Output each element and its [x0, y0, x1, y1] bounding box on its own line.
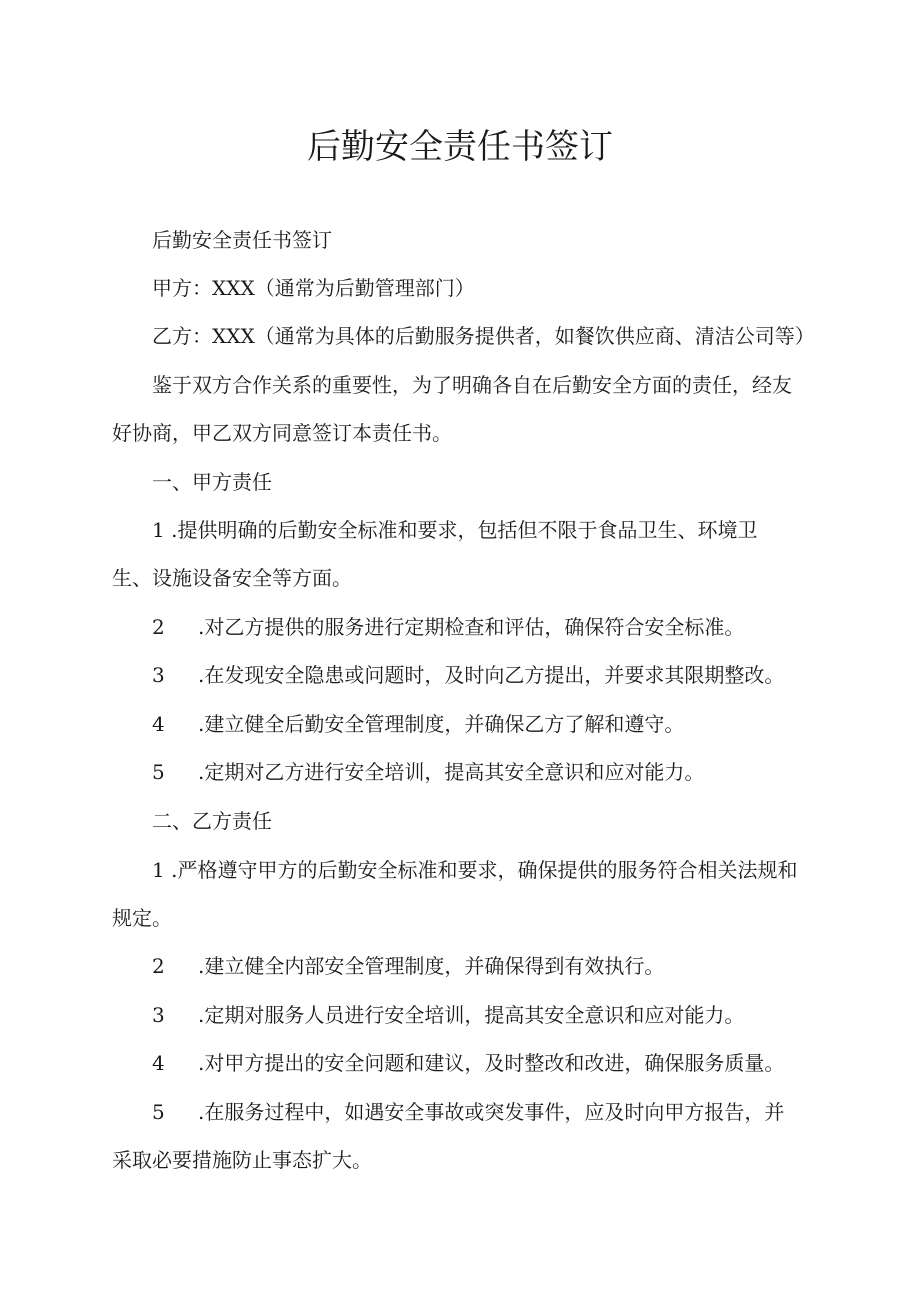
document-subtitle: 后勤安全责任书签订 — [152, 228, 332, 252]
item-number: 4 — [152, 1051, 165, 1075]
item-number: 5 — [152, 760, 165, 784]
item-number: 1 — [152, 858, 165, 882]
section2-heading: 二、乙方责任 — [152, 809, 272, 833]
section2-item-2 — [152, 951, 664, 981]
party-a-line: 甲方：XXX（通常为后勤管理部门） — [152, 276, 475, 300]
item-text: .对甲方提出的安全问题和建议，及时整改和改进，确保服务质量。 — [198, 1051, 785, 1075]
section1-item-1 — [152, 515, 757, 545]
item-text: .对乙方提供的服务进行定期检查和评估，确保符合安全标准。 — [198, 615, 745, 639]
item-number: 5 — [152, 1100, 165, 1124]
section2-item-1 — [152, 855, 797, 885]
document-title: 后勤安全责任书签订 — [307, 127, 613, 167]
section2-item-5 — [152, 1097, 784, 1127]
section1-item-5 — [152, 757, 704, 787]
item-text: .定期对服务人员进行安全培训，提高其安全意识和应对能力。 — [198, 1003, 745, 1027]
section1-item-4 — [152, 709, 684, 739]
party-b-line: 乙方：XXX（通常为具体的后勤服务提供者，如餐饮供应商、清洁公司等） — [152, 324, 815, 348]
section2-item-3 — [152, 1000, 744, 1030]
item-text: .定期对乙方进行安全培训，提高其安全意识和应对能力。 — [198, 760, 705, 784]
item-number: 3 — [152, 1003, 165, 1027]
section2-item-4 — [152, 1048, 784, 1078]
section1-item-2 — [152, 612, 744, 642]
item-text: .建立健全内部安全管理制度，并确保得到有效执行。 — [198, 954, 665, 978]
preamble-line-2: 好协商，甲乙双方同意签订本责任书。 — [112, 421, 452, 445]
section1-item-3 — [152, 660, 784, 690]
section2-item-5-continuation: 采取必要措施防止事态扩大。 — [112, 1148, 372, 1172]
item-text: .严格遵守甲方的后勤安全标准和要求，确保提供的服务符合相关法规和 — [171, 858, 798, 882]
preamble-line-1: 鉴于双方合作关系的重要性，为了明确各自在后勤安全方面的责任，经友 — [152, 373, 792, 397]
item-text: .建立健全后勤安全管理制度，并确保乙方了解和遵守。 — [198, 712, 685, 736]
item-text: .在服务过程中，如遇安全事故或突发事件，应及时向甲方报告，并 — [198, 1100, 785, 1124]
item-number: 2 — [152, 954, 165, 978]
item-number: 2 — [152, 615, 165, 639]
item-text: .在发现安全隐患或问题时，及时向乙方提出，并要求其限期整改。 — [198, 663, 785, 687]
section1-item-1-continuation: 生、设施设备安全等方面。 — [112, 566, 352, 590]
item-text: .提供明确的后勤安全标准和要求，包括但不限于食品卫生、环境卫 — [171, 518, 758, 542]
item-number: 4 — [152, 712, 165, 736]
section2-item-1-continuation: 规定。 — [112, 906, 172, 930]
section1-heading: 一、甲方责任 — [152, 470, 272, 494]
item-number: 3 — [152, 663, 165, 687]
item-number: 1 — [152, 518, 165, 542]
